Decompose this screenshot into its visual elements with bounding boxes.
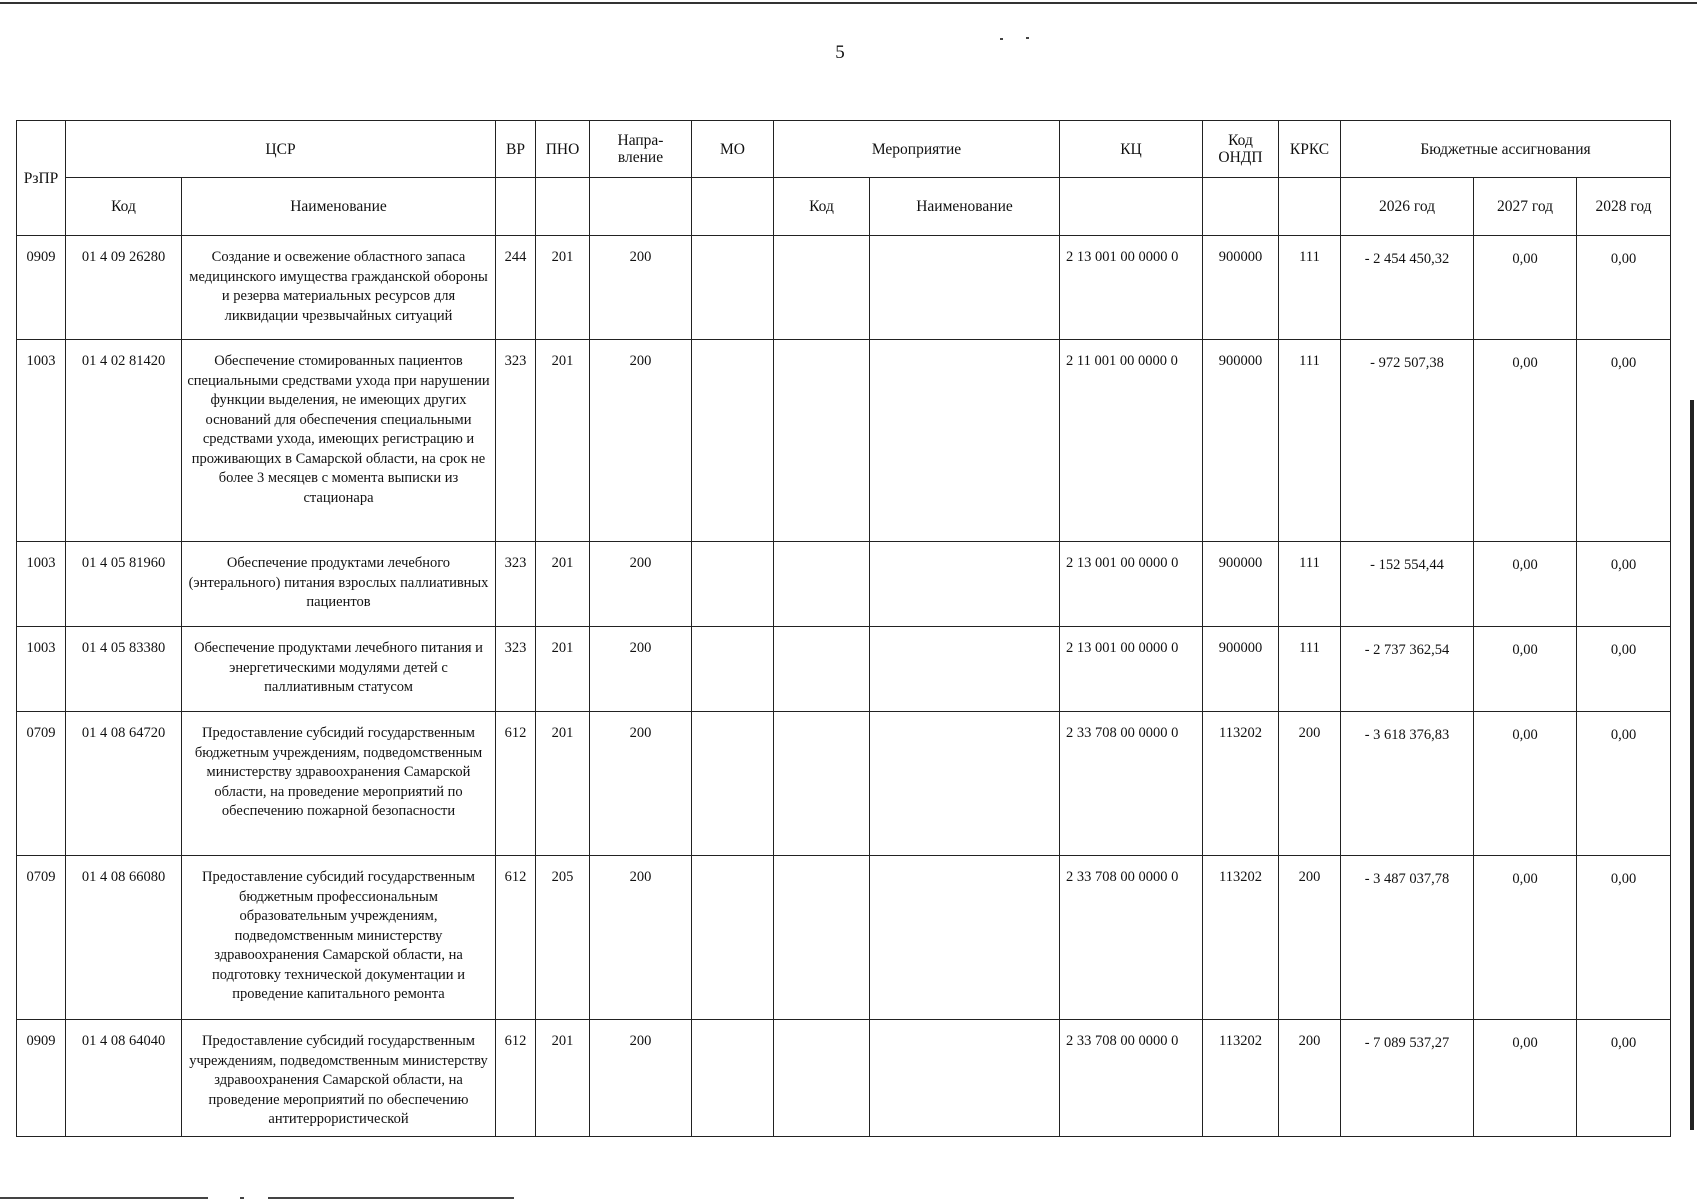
cell-csr-kod: 01 4 08 66080 [66, 856, 182, 1020]
table-row [17, 542, 1671, 627]
cell-napr: 200 [590, 542, 692, 627]
cell-mo [692, 712, 774, 856]
cell-kod-ondp: 113202 [1203, 1020, 1279, 1137]
cell-rzpr: 0909 [17, 236, 66, 340]
header-csr-kod: Код [66, 178, 182, 236]
header-vr: ВР [496, 121, 536, 178]
cell-krks: 111 [1279, 236, 1341, 340]
cell-2027: 0,00 [1474, 236, 1577, 340]
cell-csr-kod: 01 4 08 64040 [66, 1020, 182, 1137]
table-row [17, 627, 1671, 712]
header-mo-blank [692, 178, 774, 236]
table-row [17, 856, 1671, 1020]
cell-csr-name: Обеспечение продуктами лечебного питания и энергетическими модулями детей с паллиативным статусом [182, 627, 496, 712]
cell-mer-name [870, 542, 1060, 627]
cell-2026: - 7 089 537,27 [1341, 1020, 1474, 1137]
header-meropriyatie: Мероприятие [774, 121, 1060, 178]
cell-krks: 200 [1279, 856, 1341, 1020]
cell-napr: 200 [590, 856, 692, 1020]
cell-rzpr: 0709 [17, 712, 66, 856]
table-row [17, 340, 1671, 542]
header-budget: Бюджетные ассигнования [1341, 121, 1671, 178]
scan-speck [1000, 38, 1003, 40]
cell-mo [692, 627, 774, 712]
cell-2026: - 972 507,38 [1341, 340, 1474, 542]
header-napr: Напра- вление [590, 121, 692, 178]
cell-mer-kod [774, 712, 870, 856]
cell-kc: 2 33 708 00 0000 0 [1060, 1020, 1203, 1137]
cell-mo [692, 236, 774, 340]
cell-vr: 323 [496, 627, 536, 712]
cell-2027: 0,00 [1474, 340, 1577, 542]
cell-vr: 244 [496, 236, 536, 340]
cell-2028: 0,00 [1577, 712, 1671, 856]
cell-kod-ondp: 900000 [1203, 236, 1279, 340]
footer-rule [240, 1197, 244, 1199]
cell-rzpr: 1003 [17, 627, 66, 712]
cell-vr: 323 [496, 340, 536, 542]
cell-napr: 200 [590, 712, 692, 856]
header-kc-blank [1060, 178, 1203, 236]
cell-mer-name [870, 712, 1060, 856]
header-csr: ЦСР [66, 121, 496, 178]
cell-pno: 205 [536, 856, 590, 1020]
cell-2026: - 3 618 376,83 [1341, 712, 1474, 856]
header-mo: МО [692, 121, 774, 178]
header-year-2028: 2028 год [1577, 178, 1671, 236]
header-pno-blank [536, 178, 590, 236]
table-row [17, 712, 1671, 856]
cell-rzpr: 1003 [17, 340, 66, 542]
footer-rule [0, 1197, 208, 1199]
top-rule [0, 2, 1697, 4]
cell-vr: 612 [496, 856, 536, 1020]
cell-krks: 111 [1279, 542, 1341, 627]
header-year-2027: 2027 год [1474, 178, 1577, 236]
cell-rzpr: 1003 [17, 542, 66, 627]
cell-pno: 201 [536, 1020, 590, 1137]
cell-2028: 0,00 [1577, 1020, 1671, 1137]
cell-kod-ondp: 900000 [1203, 627, 1279, 712]
cell-krks: 200 [1279, 712, 1341, 856]
header-krks: КРКС [1279, 121, 1341, 178]
cell-csr-name: Обеспечение стомированных пациентов специальными средствами ухода при нарушении функции выделения, не имеющих других оснований для обеспечения специальными средствами ухода, имеющих регистрацию и проживающих в Самарской области, на срок не более 3 месяцев с момента выписки из стационара [182, 340, 496, 542]
table-row [17, 1020, 1671, 1137]
cell-csr-kod: 01 4 02 81420 [66, 340, 182, 542]
cell-mer-name [870, 627, 1060, 712]
cell-kod-ondp: 113202 [1203, 856, 1279, 1020]
cell-2027: 0,00 [1474, 856, 1577, 1020]
cell-csr-kod: 01 4 05 83380 [66, 627, 182, 712]
cell-mer-kod [774, 1020, 870, 1137]
cell-pno: 201 [536, 627, 590, 712]
cell-2026: - 152 554,44 [1341, 542, 1474, 627]
header-mer-kod: Код [774, 178, 870, 236]
header-kc: КЦ [1060, 121, 1203, 178]
cell-2026: - 2 737 362,54 [1341, 627, 1474, 712]
cell-mo [692, 856, 774, 1020]
cell-mer-kod [774, 542, 870, 627]
cell-2028: 0,00 [1577, 542, 1671, 627]
cell-mer-name [870, 236, 1060, 340]
cell-2027: 0,00 [1474, 627, 1577, 712]
cell-kc: 2 11 001 00 0000 0 [1060, 340, 1203, 542]
cell-csr-name: Предоставление субсидий государственным учреждениям, подведомственным министерству здравоохранения Самарской области, на проведение мероприятий по обеспечению антитеррористической [182, 1020, 496, 1137]
cell-csr-name: Предоставление субсидий государственным бюджетным учреждениям, подведомственным министерству здравоохранения Самарской области, на проведение мероприятий по обеспечению пожарной безопасности [182, 712, 496, 856]
cell-krks: 111 [1279, 627, 1341, 712]
cell-vr: 612 [496, 1020, 536, 1137]
cell-pno: 201 [536, 236, 590, 340]
cell-mer-kod [774, 627, 870, 712]
cell-vr: 612 [496, 712, 536, 856]
page-number: 5 [835, 42, 845, 63]
header-kod-ondp: Код ОНДП [1203, 121, 1279, 178]
cell-2026: - 3 487 037,78 [1341, 856, 1474, 1020]
cell-mer-name [870, 1020, 1060, 1137]
budget-table [16, 120, 1671, 1137]
cell-rzpr: 0909 [17, 1020, 66, 1137]
cell-kod-ondp: 900000 [1203, 542, 1279, 627]
header-pno: ПНО [536, 121, 590, 178]
cell-2028: 0,00 [1577, 340, 1671, 542]
cell-mo [692, 340, 774, 542]
cell-napr: 200 [590, 627, 692, 712]
cell-kod-ondp: 900000 [1203, 340, 1279, 542]
table-row [17, 236, 1671, 340]
cell-vr: 323 [496, 542, 536, 627]
cell-csr-kod: 01 4 05 81960 [66, 542, 182, 627]
cell-2028: 0,00 [1577, 856, 1671, 1020]
cell-csr-kod: 01 4 08 64720 [66, 712, 182, 856]
cell-mer-kod [774, 340, 870, 542]
cell-mo [692, 542, 774, 627]
cell-2027: 0,00 [1474, 542, 1577, 627]
header-napr-blank [590, 178, 692, 236]
cell-mer-name [870, 340, 1060, 542]
cell-csr-name: Создание и освежение областного запаса медицинского имущества гражданской обороны и резерва материальных ресурсов для ликвидации чрезвычайных ситуаций [182, 236, 496, 340]
cell-krks: 111 [1279, 340, 1341, 542]
cell-krks: 200 [1279, 1020, 1341, 1137]
cell-mer-name [870, 856, 1060, 1020]
cell-napr: 200 [590, 1020, 692, 1137]
scan-edge-shadow [1690, 400, 1694, 1130]
header-ondp-blank [1203, 178, 1279, 236]
header-vr-blank [496, 178, 536, 236]
cell-2028: 0,00 [1577, 236, 1671, 340]
header-mer-name: Наименование [870, 178, 1060, 236]
cell-kc: 2 33 708 00 0000 0 [1060, 856, 1203, 1020]
cell-pno: 201 [536, 712, 590, 856]
cell-csr-name: Предоставление субсидий государственным бюджетным профессиональным образовательным учреждениям, подведомственным министерству здравоохранения Самарской области, на подготовку технической документации и проведение капитального ремонта [182, 856, 496, 1020]
header-csr-name: Наименование [182, 178, 496, 236]
cell-kc: 2 13 001 00 0000 0 [1060, 627, 1203, 712]
header-year-2026: 2026 год [1341, 178, 1474, 236]
header-krks-blank [1279, 178, 1341, 236]
cell-pno: 201 [536, 340, 590, 542]
cell-mer-kod [774, 236, 870, 340]
cell-2027: 0,00 [1474, 1020, 1577, 1137]
cell-kc: 2 13 001 00 0000 0 [1060, 236, 1203, 340]
cell-2028: 0,00 [1577, 627, 1671, 712]
scan-speck [1026, 37, 1029, 39]
cell-napr: 200 [590, 340, 692, 542]
cell-2027: 0,00 [1474, 712, 1577, 856]
cell-csr-name: Обеспечение продуктами лечебного (энтерального) питания взрослых паллиативных пациентов [182, 542, 496, 627]
cell-kod-ondp: 113202 [1203, 712, 1279, 856]
cell-kc: 2 33 708 00 0000 0 [1060, 712, 1203, 856]
cell-kc: 2 13 001 00 0000 0 [1060, 542, 1203, 627]
footer-rule [268, 1197, 514, 1199]
cell-csr-kod: 01 4 09 26280 [66, 236, 182, 340]
cell-mo [692, 1020, 774, 1137]
header-rzpr: РзПР [17, 121, 66, 236]
cell-2026: - 2 454 450,32 [1341, 236, 1474, 340]
cell-pno: 201 [536, 542, 590, 627]
cell-napr: 200 [590, 236, 692, 340]
cell-rzpr: 0709 [17, 856, 66, 1020]
cell-mer-kod [774, 856, 870, 1020]
